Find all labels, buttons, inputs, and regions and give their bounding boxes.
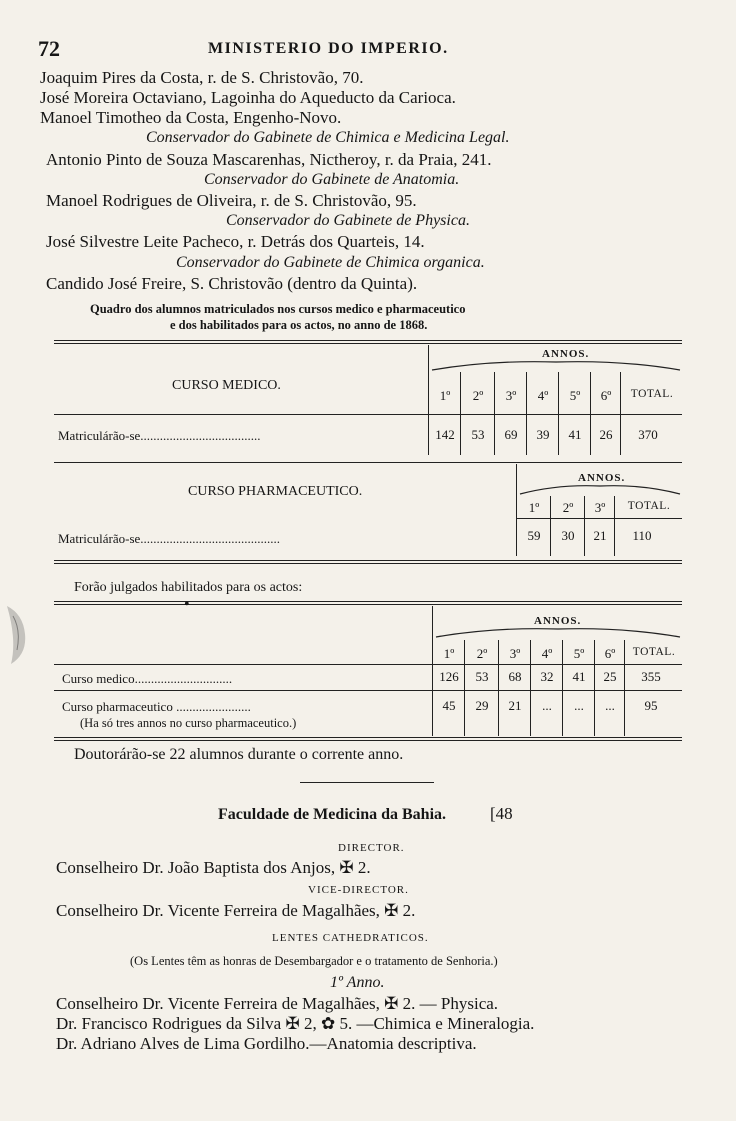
value-cell: 26 <box>599 427 613 442</box>
value-cell: 110 <box>632 528 652 543</box>
row-label: Matriculárão-se..................................... <box>58 428 261 443</box>
value-cell: 29 <box>475 698 489 713</box>
value-cell: 30 <box>561 528 575 543</box>
quadro-title-2: e dos habilitados para os actos, no anno de 1868. <box>170 318 428 332</box>
value-cell: 45 <box>442 698 456 713</box>
header-cell: 2º <box>562 500 574 515</box>
lentes-label: LENTES CATHEDRATICOS. <box>272 932 429 944</box>
staff-line: José Silvestre Leite Pacheco, r. Detrás dos Quarteis, 14. <box>46 232 425 251</box>
value-cell: 21 <box>593 528 607 543</box>
value-cell: 370 <box>638 427 658 442</box>
annos-label: ANNOS. <box>534 615 582 627</box>
header-cell: 4º <box>541 646 553 661</box>
staff-line: Joaquim Pires da Costa, r. de S. Christovão, 70. <box>40 68 364 87</box>
staff-line: Candido José Freire, S. Christovão (dentro da Quinta). <box>46 274 418 293</box>
value-cell: 142 <box>435 427 455 442</box>
lente-line: Conselheiro Dr. Vicente Ferreira de Magalhães, ✠ 2. — Physica. <box>56 994 499 1013</box>
faculdade-ref: [48 <box>490 804 513 823</box>
bullet-mark: • <box>184 596 190 613</box>
vice-label: VICE-DIRECTOR. <box>308 884 409 896</box>
header-cell: 2º <box>472 388 484 403</box>
header-cell: 1º <box>443 646 455 661</box>
annos-brace <box>434 625 682 639</box>
staff-line: Antonio Pinto de Souza Mascarenhas, Nictheroy, r. da Praia, 241. <box>46 150 492 169</box>
annos-brace <box>430 358 682 372</box>
header-cell: 5º <box>569 388 581 403</box>
doutoraram-line: Doutorárão-se 22 alumnos durante o corrente anno. <box>74 746 404 763</box>
value-cell: 53 <box>471 427 485 442</box>
quadro-title-1: Quadro dos alumnos matriculados nos cursos medico e pharmaceutico <box>90 302 466 316</box>
header-cell: 3º <box>509 646 521 661</box>
value-cell: 41 <box>572 669 586 684</box>
header-cell: 2º <box>476 646 488 661</box>
value-cell: 69 <box>504 427 518 442</box>
lente-line: Dr. Francisco Rodrigues da Silva ✠ 2, ✿ 5. —Chimica e Mineralogia. <box>56 1014 535 1033</box>
habilitados-intro: Forão julgados habilitados para os actos: <box>74 580 303 595</box>
row-label: Curso pharmaceutico ....................... <box>62 699 251 714</box>
value-cell: 39 <box>536 427 550 442</box>
staff-role: Conservador do Gabinete de Anatomia. <box>204 171 460 188</box>
staff-line: Manoel Rodrigues de Oliveira, r. de S. Christovão, 95. <box>46 191 417 210</box>
anno-label: 1º Anno. <box>330 974 385 991</box>
header-cell: 4º <box>537 388 549 403</box>
vice-line: Conselheiro Dr. Vicente Ferreira de Magalhães, ✠ 2. <box>56 901 416 920</box>
value-cell: ... <box>574 698 584 713</box>
annos-label: ANNOS. <box>578 472 626 484</box>
value-cell: 355 <box>641 669 661 684</box>
header-cell: TOTAL. <box>632 646 676 658</box>
header-cell: 6º <box>600 388 612 403</box>
header-cell: 1º <box>439 388 451 403</box>
page-number: 72 <box>38 36 60 61</box>
value-cell: 53 <box>475 669 489 684</box>
margin-stain-icon <box>3 600 33 670</box>
value-cell: 68 <box>508 669 522 684</box>
value-cell: 95 <box>644 698 658 713</box>
staff-role: Conservador do Gabinete de Physica. <box>226 212 470 229</box>
staff-role: Conservador do Gabinete de Chimica e Medicina Legal. <box>146 129 510 146</box>
value-cell: 25 <box>603 669 617 684</box>
staff-line: Manoel Timotheo da Costa, Engenho-Novo. <box>40 108 342 127</box>
director-line: Conselheiro Dr. João Baptista dos Anjos, ✠ 2. <box>56 858 371 877</box>
header-cell: 3º <box>594 500 606 515</box>
header-cell: TOTAL. <box>630 388 674 400</box>
staff-line: José Moreira Octaviano, Lagoinha do Aqueducto da Carioca. <box>40 88 456 107</box>
staff-role: Conservador do Gabinete de Chimica organica. <box>176 254 485 271</box>
curso-medico-label: CURSO MEDICO. <box>172 378 281 393</box>
value-cell: 21 <box>508 698 522 713</box>
director-label: DIRECTOR. <box>338 842 405 854</box>
value-cell: 126 <box>439 669 459 684</box>
table-note: (Ha só tres annos no curso pharmaceutico.) <box>80 716 297 730</box>
row-label: Matriculárão-se........................................... <box>58 531 281 546</box>
header-cell: 3º <box>505 388 517 403</box>
curso-pharma-label: CURSO PHARMACEUTICO. <box>188 484 363 499</box>
faculdade-title: Faculdade de Medicina da Bahia. <box>218 806 447 823</box>
lentes-note: (Os Lentes têm as honras de Desembargador e o tratamento de Senhoria.) <box>130 954 498 968</box>
annos-label: ANNOS. <box>542 348 590 360</box>
header-cell: 6º <box>604 646 616 661</box>
value-cell: 41 <box>568 427 582 442</box>
running-title: MINISTERIO DO IMPERIO. <box>208 40 449 57</box>
value-cell: 32 <box>540 669 554 684</box>
header-cell: 5º <box>573 646 585 661</box>
value-cell: ... <box>605 698 615 713</box>
row-label: Curso medico.............................. <box>62 671 233 686</box>
annos-brace <box>518 482 682 496</box>
header-cell: 1º <box>528 500 540 515</box>
value-cell: ... <box>542 698 552 713</box>
lente-line: Dr. Adriano Alves de Lima Gordilho.—Anatomia descriptiva. <box>56 1034 477 1053</box>
value-cell: 59 <box>527 528 541 543</box>
header-cell: TOTAL. <box>627 500 671 512</box>
